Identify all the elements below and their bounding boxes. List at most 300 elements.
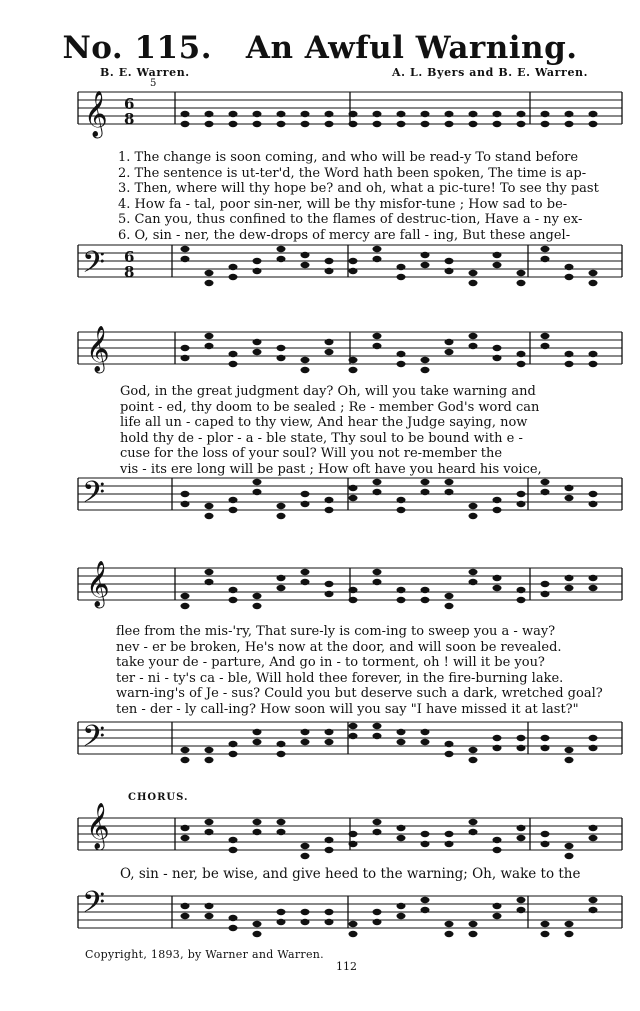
note-head (397, 274, 406, 280)
note-head (565, 585, 574, 591)
time-signature-bottom: 8 (124, 263, 135, 281)
note-head (421, 479, 430, 485)
note-head (373, 256, 382, 262)
note-head (229, 274, 238, 280)
note-head (277, 355, 286, 361)
note-head (421, 841, 430, 847)
note-head (397, 597, 406, 603)
note-head (373, 343, 382, 349)
verse-line: ten - der - ly call-ing? How soon will you say "I have missed it at last?" (116, 701, 579, 717)
note-head (253, 258, 262, 264)
note-head (565, 495, 574, 501)
note-head (589, 585, 598, 591)
note-head (181, 246, 190, 252)
treble-clef-icon: 𝄞 (84, 91, 108, 137)
note-head (253, 349, 262, 355)
note-head (469, 333, 478, 339)
note-head (205, 333, 214, 339)
note-head (589, 897, 598, 903)
note-head (181, 603, 190, 609)
note-head (589, 745, 598, 751)
note-head (589, 825, 598, 831)
note-head (589, 280, 598, 286)
note-head (541, 581, 550, 587)
note-head (325, 919, 334, 925)
note-head (541, 591, 550, 597)
composer-credit: B. E. Warren. (100, 66, 190, 79)
hymn-title: An Awful Warning. (245, 30, 578, 66)
note-head (565, 121, 574, 127)
note-head (469, 503, 478, 509)
page-number: 112 (336, 960, 357, 973)
note-head (541, 256, 550, 262)
verse-block-1 (118, 150, 599, 244)
note-head (277, 751, 286, 757)
note-head (325, 909, 334, 915)
note-head (421, 739, 430, 745)
note-head (229, 587, 238, 593)
note-head (205, 757, 214, 763)
note-head (493, 903, 502, 909)
note-head (253, 603, 262, 609)
note-head (181, 491, 190, 497)
note-head (397, 913, 406, 919)
note-head (277, 819, 286, 825)
note-head (469, 121, 478, 127)
note-head (373, 919, 382, 925)
note-head (229, 751, 238, 757)
note-head (229, 507, 238, 513)
note-head (205, 903, 214, 909)
note-head (589, 835, 598, 841)
note-head (277, 741, 286, 747)
note-head (421, 367, 430, 373)
note-head (229, 111, 238, 117)
note-head (229, 915, 238, 921)
note-head (493, 262, 502, 268)
note-head (301, 843, 310, 849)
note-head (205, 280, 214, 286)
note-head (301, 357, 310, 363)
note-head (565, 264, 574, 270)
note-head (541, 831, 550, 837)
note-head (277, 256, 286, 262)
note-head (541, 745, 550, 751)
time-signature-top: 6 (124, 95, 135, 113)
verse-line: 4. How fa - tal, poor sin-ner, will be thy misfor-tune ; How sad to be- (118, 196, 568, 212)
note-head (397, 361, 406, 367)
verse-block-2 (120, 384, 542, 478)
note-head (181, 825, 190, 831)
verse-block-3 (116, 624, 603, 718)
note-head (373, 723, 382, 729)
note-head (469, 931, 478, 937)
bass-clef-icon: 𝄢 (82, 246, 106, 287)
note-head (541, 735, 550, 741)
note-head (253, 268, 262, 274)
note-head (445, 489, 454, 495)
note-head (493, 252, 502, 258)
note-head (397, 507, 406, 513)
note-head (493, 507, 502, 513)
note-head (181, 256, 190, 262)
note-head (205, 579, 214, 585)
note-head (565, 351, 574, 357)
note-head (181, 345, 190, 351)
note-head (493, 745, 502, 751)
note-head (373, 733, 382, 739)
note-head (229, 847, 238, 853)
note-head (517, 121, 526, 127)
note-head (541, 343, 550, 349)
note-head (325, 581, 334, 587)
note-head (517, 361, 526, 367)
note-head (325, 497, 334, 503)
note-head (445, 741, 454, 747)
note-head (517, 351, 526, 357)
note-head (205, 121, 214, 127)
note-head (301, 909, 310, 915)
note-head (517, 491, 526, 497)
note-head (181, 355, 190, 361)
note-head (565, 361, 574, 367)
note-head (205, 343, 214, 349)
note-head (445, 349, 454, 355)
note-head (517, 111, 526, 117)
note-head (301, 367, 310, 373)
note-head (421, 729, 430, 735)
note-head (517, 897, 526, 903)
note-head (349, 485, 358, 491)
note-head (589, 351, 598, 357)
note-head (445, 268, 454, 274)
note-head (325, 268, 334, 274)
note-head (373, 819, 382, 825)
note-head (589, 270, 598, 276)
verse-line: God, in the great judgment day? Oh, will you take warning and (120, 384, 536, 399)
note-head (277, 111, 286, 117)
note-head (517, 587, 526, 593)
note-head (181, 757, 190, 763)
note-head (445, 751, 454, 757)
note-head (253, 829, 262, 835)
note-head (397, 903, 406, 909)
note-head (397, 121, 406, 127)
note-head (421, 897, 430, 903)
note-head (397, 739, 406, 745)
note-head (349, 733, 358, 739)
note-head (421, 252, 430, 258)
note-head (253, 479, 262, 485)
note-head (445, 339, 454, 345)
note-head (253, 489, 262, 495)
copyright-notice: Copyright, 1893, by Warner and Warren. (85, 948, 324, 961)
note-head (181, 593, 190, 599)
bass-clef-icon: 𝄢 (82, 476, 106, 517)
note-head (205, 569, 214, 575)
note-head (517, 907, 526, 913)
note-head (277, 513, 286, 519)
note-head (277, 585, 286, 591)
note-head (469, 829, 478, 835)
note-head (277, 909, 286, 915)
note-head (445, 831, 454, 837)
note-head (301, 491, 310, 497)
note-head (325, 111, 334, 117)
note-head (205, 270, 214, 276)
note-head (469, 111, 478, 117)
chorus-label: CHORUS. (128, 792, 189, 803)
note-head (493, 345, 502, 351)
chorus-lyric-line: O, sin - ner, be wise, and give heed to the warning; Oh, wake to the (120, 866, 581, 882)
treble-clef-icon: 𝄞 (86, 803, 110, 849)
note-head (301, 121, 310, 127)
note-head (181, 913, 190, 919)
note-head (253, 819, 262, 825)
note-head (541, 246, 550, 252)
note-head (181, 747, 190, 753)
note-head (397, 825, 406, 831)
note-head (421, 111, 430, 117)
note-head (421, 831, 430, 837)
note-head (373, 579, 382, 585)
note-head (205, 503, 214, 509)
note-head (421, 489, 430, 495)
note-head (445, 841, 454, 847)
note-head (445, 479, 454, 485)
note-head (325, 837, 334, 843)
verse-line: flee from the mis-'ry, That sure-ly is com-ing to sweep you a - way? (116, 624, 556, 639)
note-head (373, 489, 382, 495)
note-head (301, 739, 310, 745)
note-head (373, 246, 382, 252)
note-head (421, 907, 430, 913)
note-head (229, 351, 238, 357)
note-head (277, 575, 286, 581)
time-signature-top: 6 (124, 248, 135, 266)
note-head (469, 921, 478, 927)
note-head (565, 921, 574, 927)
note-head (301, 262, 310, 268)
note-head (277, 121, 286, 127)
note-head (349, 587, 358, 593)
note-head (469, 747, 478, 753)
note-head (229, 264, 238, 270)
note-head (541, 333, 550, 339)
verse-line: 2. The sentence is ut-ter'd, the Word hath been spoken, The time is ap- (118, 165, 587, 181)
note-head (493, 913, 502, 919)
time-signature-bottom: 8 (124, 110, 135, 128)
note-head (301, 853, 310, 859)
note-head (565, 853, 574, 859)
note-head (181, 121, 190, 127)
note-head (565, 274, 574, 280)
note-head (445, 603, 454, 609)
note-head (349, 723, 358, 729)
note-head (589, 575, 598, 581)
note-head (589, 735, 598, 741)
note-head (469, 513, 478, 519)
verse-line: take your de - parture, And go in - to torment, oh ! will it be you? (116, 655, 545, 671)
note-head (541, 841, 550, 847)
note-head (373, 909, 382, 915)
note-head (445, 921, 454, 927)
note-head (421, 121, 430, 127)
note-head (349, 831, 358, 837)
note-head (253, 931, 262, 937)
note-head (325, 591, 334, 597)
note-head (469, 343, 478, 349)
verse-line: vis - its ere long will be past ; How oft have you heard his voice, (120, 461, 542, 477)
note-head (517, 745, 526, 751)
note-head (325, 507, 334, 513)
note-head (493, 497, 502, 503)
note-head (373, 829, 382, 835)
note-head (493, 111, 502, 117)
note-head (181, 835, 190, 841)
note-head (493, 585, 502, 591)
note-head (397, 587, 406, 593)
note-head (445, 593, 454, 599)
note-head (253, 121, 262, 127)
note-head (181, 903, 190, 909)
note-head (349, 841, 358, 847)
note-head (565, 757, 574, 763)
note-head (205, 819, 214, 825)
note-head (349, 495, 358, 501)
note-head (589, 361, 598, 367)
note-head (301, 579, 310, 585)
note-head (517, 597, 526, 603)
note-head (277, 829, 286, 835)
note-head (253, 739, 262, 745)
verse-line: 1. The change is soon coming, and who will be read-y To stand before (118, 150, 579, 165)
note-head (181, 501, 190, 507)
bass-clef-icon: 𝄢 (82, 720, 106, 761)
note-head (541, 921, 550, 927)
note-head (469, 579, 478, 585)
verse-line: point - ed, thy doom to be sealed ; Re - member God's word can (120, 399, 540, 415)
note-head (421, 262, 430, 268)
note-head (325, 258, 334, 264)
note-head (229, 497, 238, 503)
note-head (325, 349, 334, 355)
note-head (541, 489, 550, 495)
note-head (421, 587, 430, 593)
note-head (397, 351, 406, 357)
note-head (493, 837, 502, 843)
note-head (493, 847, 502, 853)
note-head (493, 121, 502, 127)
note-head (517, 825, 526, 831)
note-head (301, 501, 310, 507)
note-head (253, 111, 262, 117)
note-head (469, 280, 478, 286)
note-head (349, 931, 358, 937)
note-head (205, 913, 214, 919)
note-head (349, 357, 358, 363)
verse-line: 3. Then, where will thy hope be? and oh, what a pic-ture! To see thy past (118, 181, 599, 197)
note-head (301, 729, 310, 735)
note-head (301, 252, 310, 258)
note-head (565, 575, 574, 581)
note-head (229, 361, 238, 367)
note-head (205, 513, 214, 519)
note-head (469, 819, 478, 825)
note-head (181, 111, 190, 117)
note-head (205, 829, 214, 835)
measure-number: 5 (150, 78, 157, 89)
note-head (541, 931, 550, 937)
note-head (229, 925, 238, 931)
note-head (349, 258, 358, 264)
note-head (205, 111, 214, 117)
note-head (229, 837, 238, 843)
note-head (517, 280, 526, 286)
verse-line: warn-ing's of Je - sus? Could you but deserve such a dark, wretched goal? (116, 686, 603, 702)
note-head (373, 111, 382, 117)
note-head (301, 569, 310, 575)
note-head (541, 111, 550, 117)
note-head (589, 501, 598, 507)
note-head (325, 739, 334, 745)
verse-line: hold thy de - plor - a - ble state, Thy soul to be bound with e - (120, 430, 523, 446)
note-head (373, 333, 382, 339)
note-head (541, 121, 550, 127)
note-head (445, 258, 454, 264)
note-head (349, 367, 358, 373)
note-head (493, 575, 502, 581)
note-head (325, 729, 334, 735)
note-head (517, 735, 526, 741)
note-head (277, 919, 286, 925)
note-head (349, 111, 358, 117)
note-head (229, 741, 238, 747)
note-head (421, 357, 430, 363)
note-head (373, 121, 382, 127)
note-head (589, 907, 598, 913)
note-head (349, 121, 358, 127)
note-head (493, 355, 502, 361)
verse-line: 6. O, sin - ner, the dew-drops of mercy are fall - ing, But these angel- (118, 227, 571, 243)
note-head (373, 479, 382, 485)
note-head (301, 111, 310, 117)
note-head (565, 931, 574, 937)
verse-line: nev - er be broken, He's now at the door, and will soon be revealed. (116, 639, 562, 655)
note-head (517, 270, 526, 276)
note-head (253, 921, 262, 927)
treble-clef-icon: 𝄞 (86, 326, 110, 372)
note-head (589, 491, 598, 497)
note-head (517, 501, 526, 507)
note-head (301, 919, 310, 925)
verse-line: cuse for the loss of your soul? Will you not re-member the (120, 446, 503, 462)
lyricist-credit: A. L. Byers and B. E. Warren. (392, 66, 589, 79)
note-head (325, 339, 334, 345)
note-head (397, 497, 406, 503)
note-head (469, 270, 478, 276)
note-head (349, 597, 358, 603)
note-head (445, 121, 454, 127)
note-head (445, 111, 454, 117)
note-head (349, 268, 358, 274)
note-head (565, 111, 574, 117)
note-head (565, 485, 574, 491)
verse-line: ter - ni - ty's ca - ble, Will hold thee forever, in the fire-burning lake. (116, 670, 564, 686)
note-head (229, 121, 238, 127)
hymn-number: No. 115. (62, 30, 212, 66)
note-head (253, 593, 262, 599)
